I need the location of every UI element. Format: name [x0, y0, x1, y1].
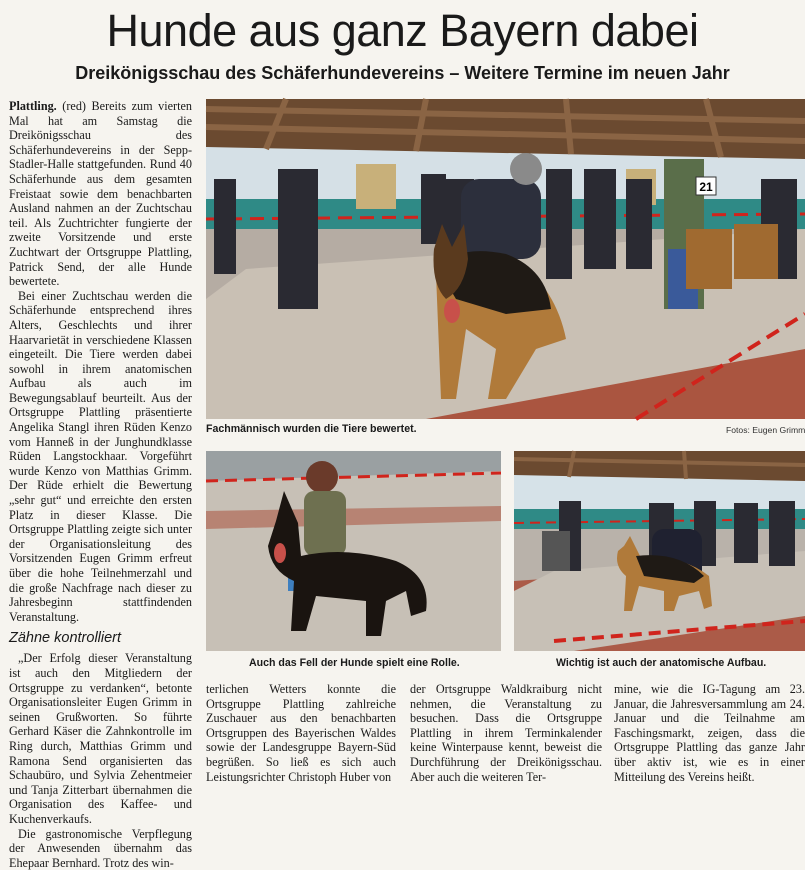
- paragraph-4: Die gastronomische Verpflegung der Anwesenden übernahm das Ehepaar Bernhard. Trotz des win-: [9, 827, 192, 870]
- subheading: Zähne kontrolliert: [9, 630, 192, 646]
- paragraph-3: „Der Erfolg dieser Veranstaltung ist auch den Mitgliedern der Ortsgruppe zu verdanken“, betonte Organisationsleiter Eugen Grimm in seinen Grußworten. So führte Gerhard Käser die Zahnkontrolle im Ring durch, Matthias Grimm und Ramona Send organisierten das Schaubüro, und Sylvia Zehentmeier und Tanja Zitterbart übernahmen die Organisation des Kaffee- und Kuchenverkaufs.: [9, 651, 192, 826]
- headline: Hunde aus ganz Bayern dabei: [0, 2, 805, 60]
- anatomy-photo-caption: Wichtig ist auch der anatomische Aufbau.: [556, 657, 766, 670]
- subheadline: Dreikönigsschau des Schäferhundevereins – Weitere Termine im neuen Jahr: [0, 60, 805, 86]
- article-column-1: [9, 99, 192, 775]
- photo-credit: Fotos: Eugen Grimm: [726, 424, 805, 436]
- main-photo: [206, 99, 805, 419]
- article-column-4: [614, 682, 805, 775]
- photo-anatomy: [514, 451, 805, 651]
- column-3-text: der Ortsgruppe Waldkraiburg nicht nehmen, die Veranstaltung zu besuchen. Dass die Ortsgruppe Plattling in ihrem Terminkalender keine Winterpause kennt, beweist die Durchführung der Dreikönigsschau. Aber auch die weiteren Ter-: [410, 682, 602, 784]
- photo-fur: [206, 451, 501, 651]
- dateline: Plattling.: [9, 99, 57, 113]
- paragraph-1-text: (red) Bereits zum vierten Mal hat am Samstag die Dreikönigsschau des Schäferhundevereins in der Sepp-Stadler-Halle stattgefunden. Rund 40 Schäferhunde aus dem gesamten Freistaat sowie dem benachbarten Ausland nahmen an der Zuchtschau teil. Als Zuchtrichter fungierte der zweite Vorsitzende und erste Zuchtwart der Ortsgruppe Plattling, Patrick Send, der alle Hunde bewertete.: [9, 99, 192, 288]
- article-column-3: [410, 682, 602, 775]
- fur-photo-caption: Auch das Fell der Hunde spielt eine Rolle.: [249, 657, 460, 670]
- main-photo-caption: Fachmännisch wurden die Tiere bewertet.: [206, 423, 417, 436]
- column-2-text: terlichen Wetters konnte die Ortsgruppe Plattling zahlreiche Zuschauer aus den benachbarten Ortsgruppen des Bayerischen Waldes sowie der Landesgruppe Bayern-Süd begrüßen. So ließ es sich auch Leistungsrichter Christoph Huber von: [206, 682, 396, 784]
- column-4-text: mine, wie die IG-Tagung am 23. Januar, die Jahresversammlung am 24. Januar und die Teilnahme am Faschingsmarkt, zeigen, dass die Ortsgruppe Plattling das ganze Jahr über aktiv ist, wie es in einer Mitteilung des Vereins heißt.: [614, 682, 805, 784]
- bib-number: 21: [699, 180, 713, 194]
- article-column-2: [206, 682, 396, 775]
- paragraph-1: [9, 99, 192, 289]
- paragraph-2: Bei einer Zuchtschau werden die Schäferhunde entsprechend ihres Alters, Geschlechts und ihrer Haarvarietät in verschiedene Klassen eingeteilt. Die Tiere werden dabei sowohl in ihrem anatomischen Aufbau als auch im Bewegungsablauf beurteilt. Aus der Ortsgruppe Plattling präsentierte Angelika Stangl ihren Rüden Kenzo vom Hanneß in der Junghundklasse Rüden Langstockhaar. Vorgeführt wurde Kenzo von Matthias Grimm. Der Rüde erhielt die Bewertung „sehr gut“ und erreichte den ersten Platz in dieser Klasse. Die Ortsgruppe Plattling zeigte sich unter der Organisationsleitung des Vorsitzenden Eugen Grimm erfreut über die hohe Teilnehmerzahl und die große Nachfrage nach dieser zu Jahresbeginn stattfindenden Veranstaltung.: [9, 289, 192, 625]
